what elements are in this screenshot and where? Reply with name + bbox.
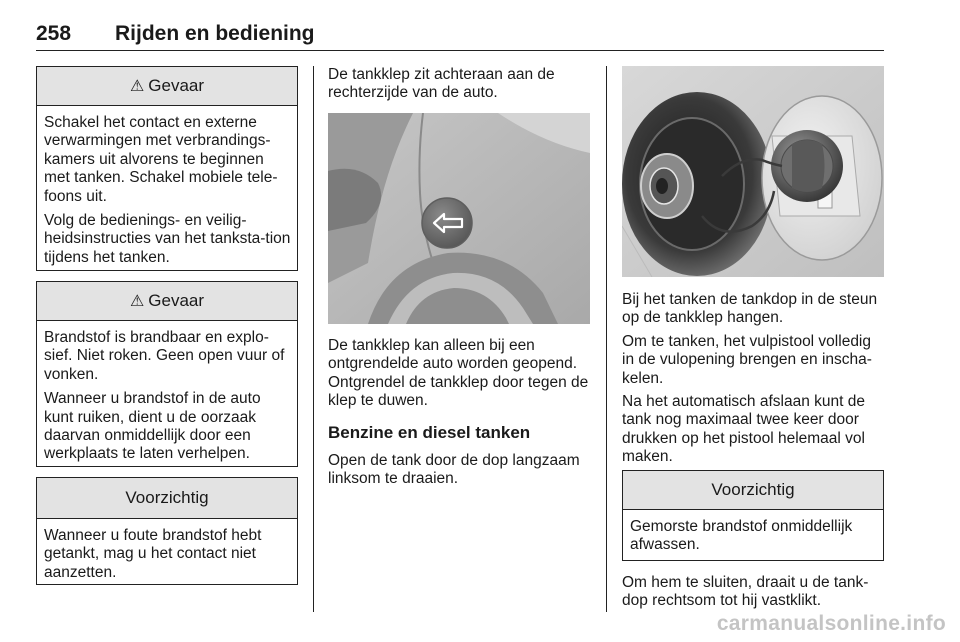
- warning-box-2-body: [37, 321, 297, 472]
- warning-2-paragraph-1: Brandstof is brandbaar en explo-sief. Niet roken. Geen open vuur of vonken.: [44, 329, 285, 383]
- warning-1-paragraph-1: Schakel het contact en externe verwarmingen met verbrandings-kamers uit alvorens te beginnen met tanken. Schakel mobiele tele-foons uit.: [44, 114, 278, 205]
- caution-box-2-title: Voorzichtig: [711, 480, 795, 499]
- fuel-cap-close-text: Om hem te sluiten, draait u de tank-dop rechtsom tot hij vastklikt.: [622, 574, 869, 610]
- fuel-cap-hang-text: Bij het tanken de tankdop in de steun op de tankklep hangen.: [622, 291, 878, 327]
- fuel-flap-figure: [328, 113, 590, 324]
- fuel-cap-figure: [622, 66, 884, 277]
- warning-box-2: [36, 281, 298, 467]
- column-divider-1: [313, 66, 314, 612]
- warning-box-2-title: Gevaar: [148, 291, 205, 310]
- warning-2-paragraph-2: Wanneer u brandstof in de auto kunt ruiken, dient u de oorzaak daarvan onmiddellijk door een werkplaats te laten verhelpen.: [44, 390, 261, 463]
- warning-box-1-body: [37, 106, 297, 275]
- fuel-flap-unlock-text: De tankklep kan alleen bij een ontgrendelde auto worden geopend. Ontgrendel de tankklep door tegen de klep te duwen.: [328, 337, 589, 410]
- caution-1-paragraph: Wanneer u foute brandstof hebt getankt, mag u het contact niet aanzetten.: [44, 527, 262, 581]
- caution-box-1-body: [37, 519, 297, 590]
- caution-box-1-header: [37, 478, 297, 519]
- caution-box-2-body: [623, 510, 883, 563]
- warning-box-1-title: Gevaar: [148, 76, 205, 95]
- column-divider-2: [606, 66, 607, 612]
- warning-1-paragraph-2: Volg de bedienings- en veilig-heidsinstructies van het tanksta-tion tijdens het tanken.: [44, 212, 291, 266]
- watermark: carmanualsonline.info: [716, 612, 946, 635]
- page-title: Rijden en bediening: [115, 22, 315, 45]
- warning-box-1-header: [37, 67, 297, 106]
- warning-triangle-icon: ⚠: [129, 293, 145, 310]
- caution-box-1: [36, 477, 298, 585]
- refuel-subheading: Benzine en diesel tanken: [328, 423, 531, 442]
- fuel-cap-illustration: [622, 66, 884, 277]
- caution-box-2-header: [623, 471, 883, 510]
- caution-2-paragraph: Gemorste brandstof onmiddellijk afwassen.: [630, 518, 853, 554]
- page-number: 258: [36, 22, 72, 45]
- page-header: [36, 20, 884, 51]
- fuel-flap-illustration: [328, 113, 590, 324]
- fuel-topup-text: Na het automatisch afslaan kunt de tank nog maximaal twee keer door drukken op het pistool helemaal vol maken.: [622, 393, 865, 466]
- refuel-open-text: Open de tank door de dop langzaam linksom te draaien.: [328, 452, 580, 488]
- warning-box-1: [36, 66, 298, 271]
- fuel-nozzle-text: Om te tanken, het vulpistool volledig in de vulopening brengen en inscha-kelen.: [622, 333, 872, 387]
- caution-box-2: [622, 470, 884, 561]
- warning-triangle-icon: ⚠: [129, 78, 145, 95]
- fuel-flap-location-text: De tankklep zit achteraan aan de rechterzijde van de auto.: [328, 66, 555, 102]
- caution-box-1-title: Voorzichtig: [125, 488, 209, 507]
- warning-box-2-header: [37, 282, 297, 321]
